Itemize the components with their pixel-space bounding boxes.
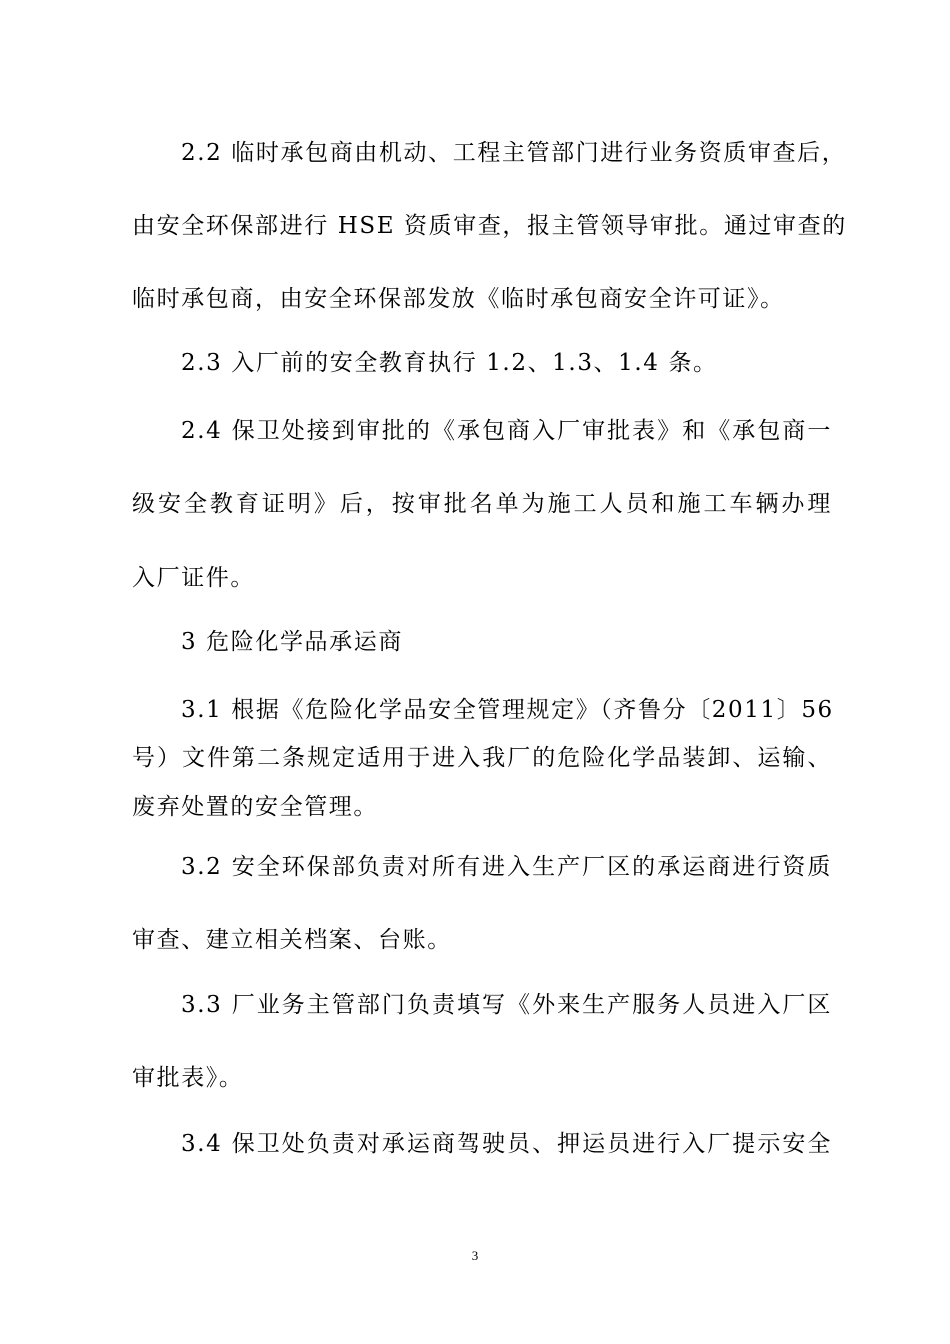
section-3-heading: 3 危险化学品承运商	[181, 629, 403, 655]
paragraph-2-4-line-2: 级安全教育证明》后，按审批名单为施工人员和施工车辆办理	[132, 491, 832, 517]
page-number: 3	[471, 1248, 479, 1263]
paragraph-3-1-line-1: 3.1 根据《危险化学品安全管理规定》（齐鲁分〔2011〕56	[181, 697, 834, 723]
paragraph-3-2-line-1: 3.2 安全环保部负责对所有进入生产厂区的承运商进行资质	[181, 854, 832, 880]
paragraph-3-2-line-2: 审查、建立相关档案、台账。	[132, 927, 452, 953]
paragraph-3-3-line-2: 审批表》。	[132, 1065, 244, 1091]
paragraph-3-4-line-1: 3.4 保卫处负责对承运商驾驶员、押运员进行入厂提示安全	[181, 1131, 832, 1157]
paragraph-3-1-line-3: 废弃处置的安全管理。	[132, 794, 378, 820]
paragraph-3-1-line-2: 号）文件第二条规定适用于进入我厂的危险化学品装卸、运输、	[132, 745, 832, 771]
paragraph-2-2-line-1: 2.2 临时承包商由机动、工程主管部门进行业务资质审查后，	[181, 140, 847, 166]
paragraph-2-3: 2.3 入厂前的安全教育执行 1.2、1.3、1.4 条。	[181, 350, 718, 376]
paragraph-2-4-line-3: 入厂证件。	[132, 565, 255, 591]
paragraph-2-4-line-1: 2.4 保卫处接到审批的《承包商入厂审批表》和《承包商一	[181, 418, 832, 444]
paragraph-3-3-line-1: 3.3 厂业务主管部门负责填写《外来生产服务人员进入厂区	[181, 992, 832, 1018]
paragraph-2-2-line-3: 临时承包商，由安全环保部发放《临时承包商安全许可证》。	[132, 286, 785, 312]
paragraph-2-2-line-2: 由安全环保部进行 HSE 资质审查，报主管领导审批。通过审查的	[132, 213, 847, 239]
